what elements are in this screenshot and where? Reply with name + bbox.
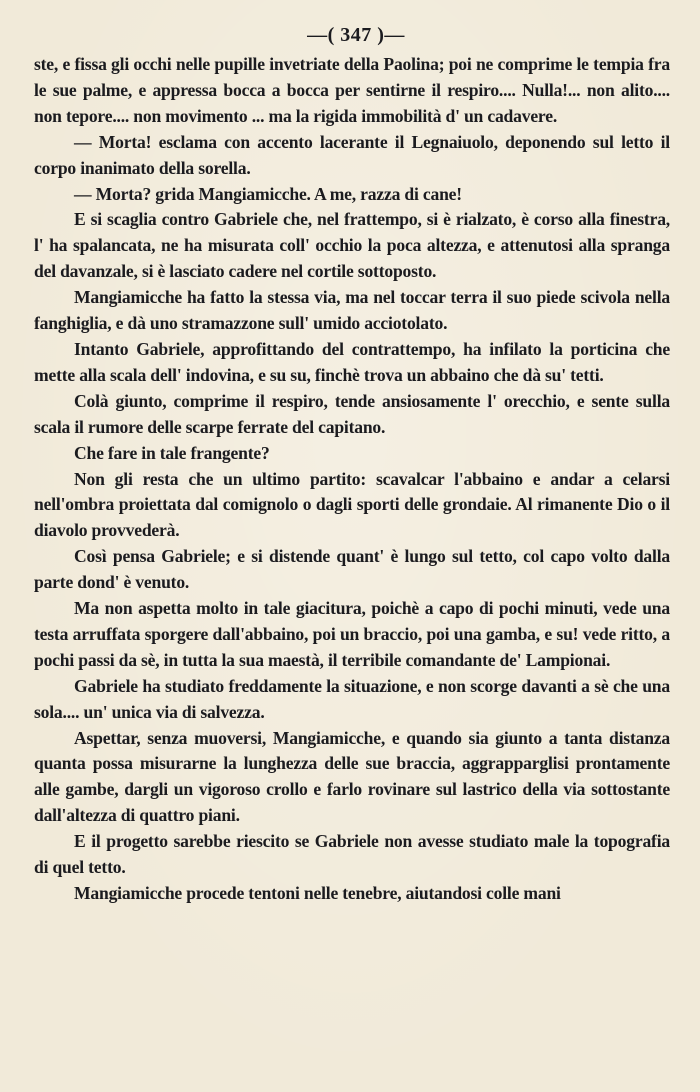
paragraph: E il progetto sarebbe riescito se Gabriele non avesse studiato male la topografia di quel tetto. (34, 831, 670, 878)
paragraph: Mangiamicche procede tentoni nelle tenebre, aiutandosi colle mani (74, 883, 561, 903)
page-body (34, 52, 670, 907)
paragraph: Così pensa Gabriele; e si distende quant' è lungo sul tetto, col capo volto dalla parte dond' è venuto. (34, 546, 670, 593)
page-number: —( 347 )— (307, 24, 405, 46)
paragraph: Gabriele ha studiato freddamente la situazione, e non scorge davanti a sè che una sola.... un' unica via di salvezza. (34, 675, 670, 722)
paragraph: Aspettar, senza muoversi, Mangiamicche, e quando sia giunto a tanta distanza quanta possa misurarne la lunghezza delle sue braccia, aggrapparglisi prontamente alle gambe, dargli un vigoroso crollo e farlo rovinare sul lastrico della via sottostante dall'altezza di quattro piani. (34, 727, 670, 826)
paragraph: Non gli resta che un ultimo partito: scavalcar l'abbaino e andar a celarsi nell'ombra proiettata dal comignolo o dagli sporti delle grondaie. Al rimanente Dio o il diavolo provvederà. (34, 468, 670, 541)
paragraph: — Morta! esclama con accento lacerante il Legnaiuolo, deponendo sul letto il corpo inanimato della sorella. (34, 131, 670, 178)
paragraph: Intanto Gabriele, approfittando del contrattempo, ha infilato la porticina che mette alla scala dell' indovina, e su su, finchè trova un abbaino che dà su' tetti. (34, 338, 670, 385)
paragraph: Mangiamicche ha fatto la stessa via, ma nel toccar terra il suo piede scivola nella fanghiglia, e dà uno stramazzone sull' umido acciotolato. (34, 287, 670, 334)
paragraph-continued: ste, e fissa gli occhi nelle pupille invetriate della Paolina; poi ne comprime le tempia fra le sue palme, e appressa bocca a bocca per sentirne il respiro.... Nulla!... non alito.... non tepore.... non movimento ... ma la rigida immobilità d' un cadavere. (34, 54, 670, 126)
paragraph: Che fare in tale frangente? (74, 442, 270, 463)
paragraph: — Morta? grida Mangiamicche. A me, razza di cane! (74, 183, 462, 204)
paragraph: E si scaglia contro Gabriele che, nel frattempo, si è rialzato, è corso alla finestra, l' ha spalancata, ne ha misurata coll' occhio la poca altezza, e attenutosi alla spranga del davanzale, si è lasciato cadere nel cortile sottoposto. (34, 209, 670, 282)
paragraph: Colà giunto, comprime il respiro, tende ansiosamente l' orecchio, e sente sulla scala il rumore delle scarpe ferrate del capitano. (34, 390, 670, 437)
paragraph: Ma non aspetta molto in tale giacitura, poichè a capo di pochi minuti, vede una testa arruffata sporgere dall'abbaino, poi un braccio, poi una gamba, e su! vede ritto, a pochi passi da sè, in tutta la sua maestà, il terribile comandante de' Lampionai. (34, 598, 670, 670)
